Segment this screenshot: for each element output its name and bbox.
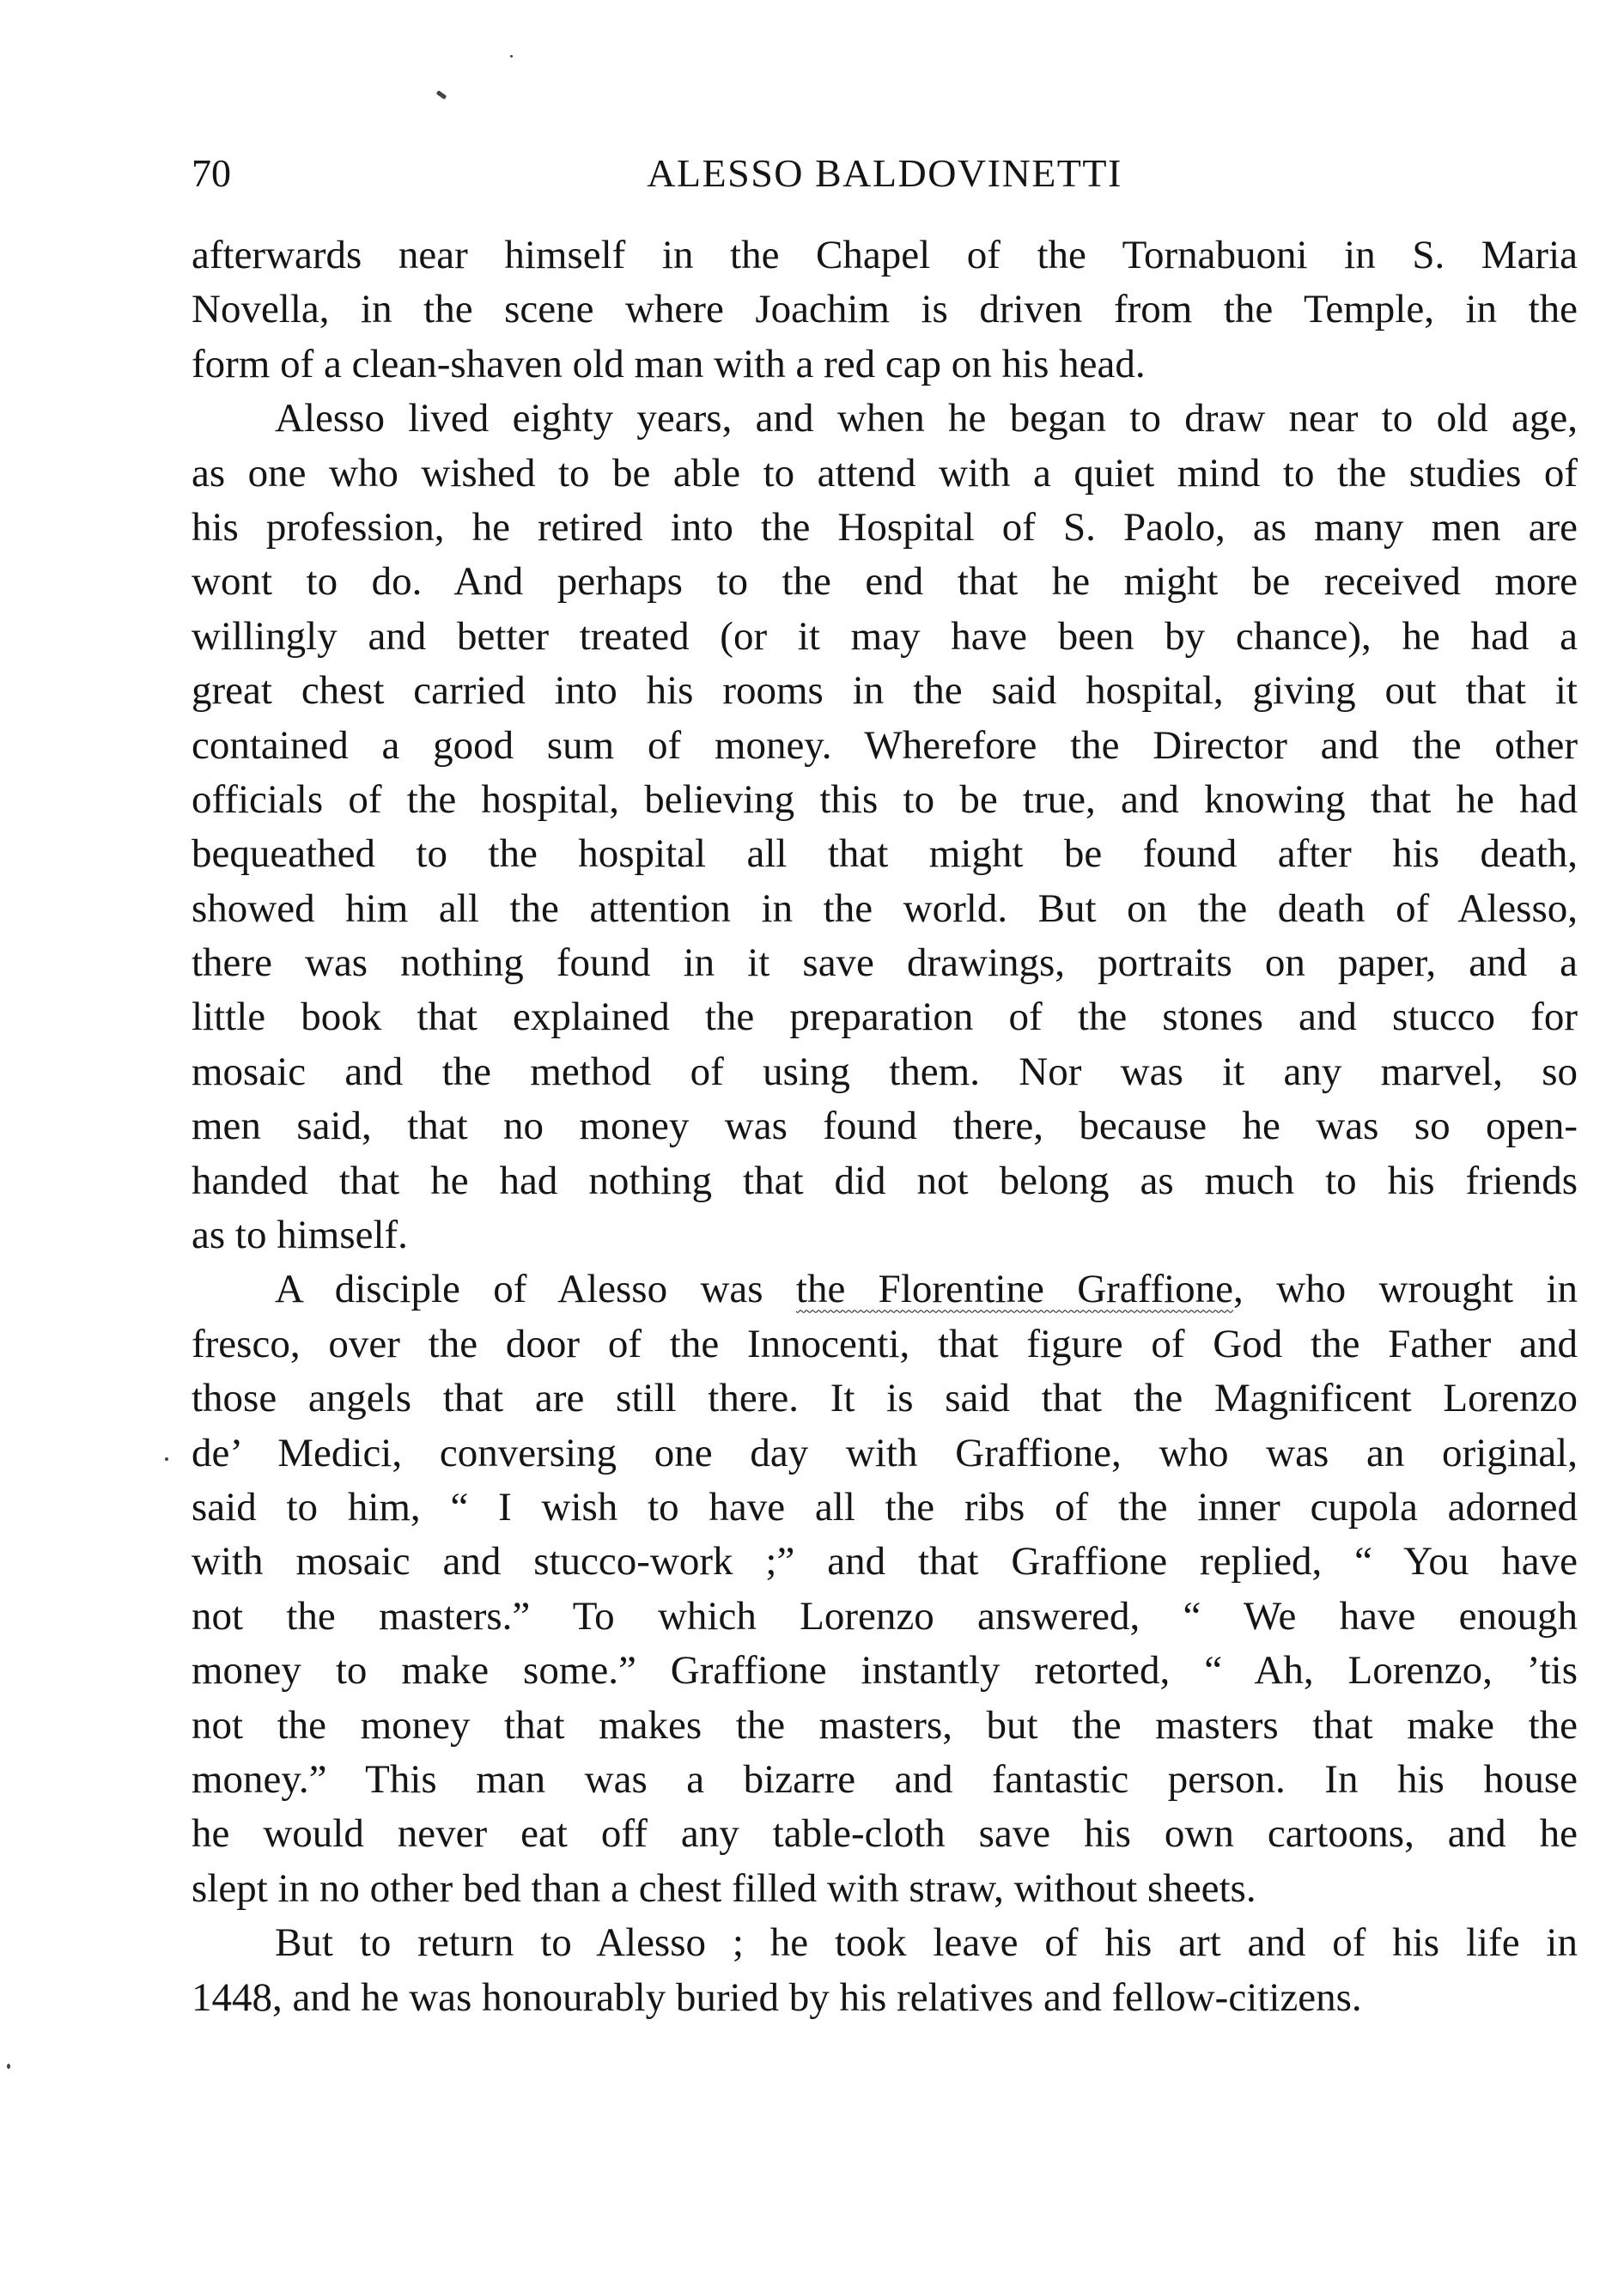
text-line: Alesso lived eighty years, and when he began to draw near to old age, bbox=[275, 396, 1578, 441]
text-line: his profession, he retired into the Hospital of S. Paolo, as many men are bbox=[192, 504, 1578, 550]
text-line: men said, that no money was found there, because he was so open- bbox=[192, 1104, 1578, 1149]
text-line bbox=[192, 1262, 1578, 1317]
text-line: But to return to Alesso ; he took leave of his art and of his life in bbox=[275, 1920, 1578, 1966]
text-line: mosaic and the method of using them. Nor was it any marvel, so bbox=[192, 1049, 1578, 1094]
text-line: slept in no other bed than a chest filled with straw, without sheets. bbox=[192, 1865, 1256, 1911]
text-line: handed that he had nothing that did not belong as much to his friends bbox=[192, 1158, 1578, 1203]
text-line: great chest carried into his rooms in the said hospital, giving out that it bbox=[192, 668, 1578, 714]
stray-ink-dot bbox=[510, 55, 513, 58]
text-line: de’ Medici, conversing one day with Graffione, who was an original, bbox=[192, 1430, 1578, 1475]
text-line: showed him all the attention in the world. But on the death of Alesso, bbox=[192, 885, 1578, 931]
text-line: he would never eat off any table-cloth save his own cartoons, and he bbox=[192, 1811, 1578, 1857]
text-line: 1448, and he was honourably buried by his relatives and fellow-citizens. bbox=[192, 1974, 1362, 2020]
page-number: 70 bbox=[192, 151, 231, 195]
text-line: as to himself. bbox=[192, 1213, 408, 1258]
text-line: money to make some.” Graffione instantly retorted, “ Ah, Lorenzo, ’tis bbox=[192, 1648, 1578, 1694]
text-line: there was nothing found in it save drawings, portraits on paper, and a bbox=[192, 940, 1578, 986]
text-line: fresco, over the door of the Innocenti, that figure of God the Father and bbox=[192, 1321, 1578, 1366]
text-line: said to him, “ I wish to have all the ribs of the inner cupola adorned bbox=[192, 1484, 1578, 1530]
stray-ink-dot bbox=[7, 2064, 10, 2069]
body-text bbox=[192, 228, 1578, 2025]
running-title: ALESSO BALDOVINETTI bbox=[647, 151, 1122, 195]
text-line: little book that explained the preparation of the stones and stucco for bbox=[192, 995, 1578, 1040]
text-line: bequeathed to the hospital all that might be found after his death, bbox=[192, 831, 1578, 877]
text-line: form of a clean-shaven old man with a red cap on his head. bbox=[192, 341, 1146, 386]
text-line: willingly and better treated (or it may have been by chance), he had a bbox=[192, 613, 1578, 659]
text-line: officials of the hospital, believing this to be true, and knowing that he had bbox=[192, 776, 1578, 822]
text-fragment: , who wrought in bbox=[1233, 1267, 1578, 1312]
text-line: not the masters.” To which Lorenzo answered, “ We have enough bbox=[192, 1593, 1578, 1639]
stray-ink-dot bbox=[165, 1457, 168, 1461]
text-line: wont to do. And perhaps to the end that he might be received more bbox=[192, 559, 1578, 605]
text-line: contained a good sum of money. Wherefore the Director and the other bbox=[192, 722, 1578, 768]
underlined-name: the Florentine Graffione bbox=[795, 1267, 1234, 1312]
text-line: afterwards near himself in the Chapel of the Tornabuoni in S. Maria bbox=[192, 233, 1578, 277]
text-line: not the money that makes the masters, but the masters that make the bbox=[192, 1702, 1578, 1748]
text-fragment: A disciple of Alesso was bbox=[275, 1267, 763, 1312]
text-line: with mosaic and stucco-work ;” and that Graffione replied, “ You have bbox=[192, 1539, 1578, 1585]
stray-ink-mark bbox=[436, 90, 447, 100]
running-head bbox=[192, 148, 1578, 199]
text-line: those angels that are still there. It is said that the Magnificent Lorenzo bbox=[192, 1376, 1578, 1421]
text-line: money.” This man was a bizarre and fantastic person. In his house bbox=[192, 1756, 1578, 1802]
text-line: Novella, in the scene where Joachim is driven from the Temple, in the bbox=[192, 287, 1578, 332]
text-line: as one who wished to be able to attend with a quiet mind to the studies of bbox=[192, 450, 1578, 496]
